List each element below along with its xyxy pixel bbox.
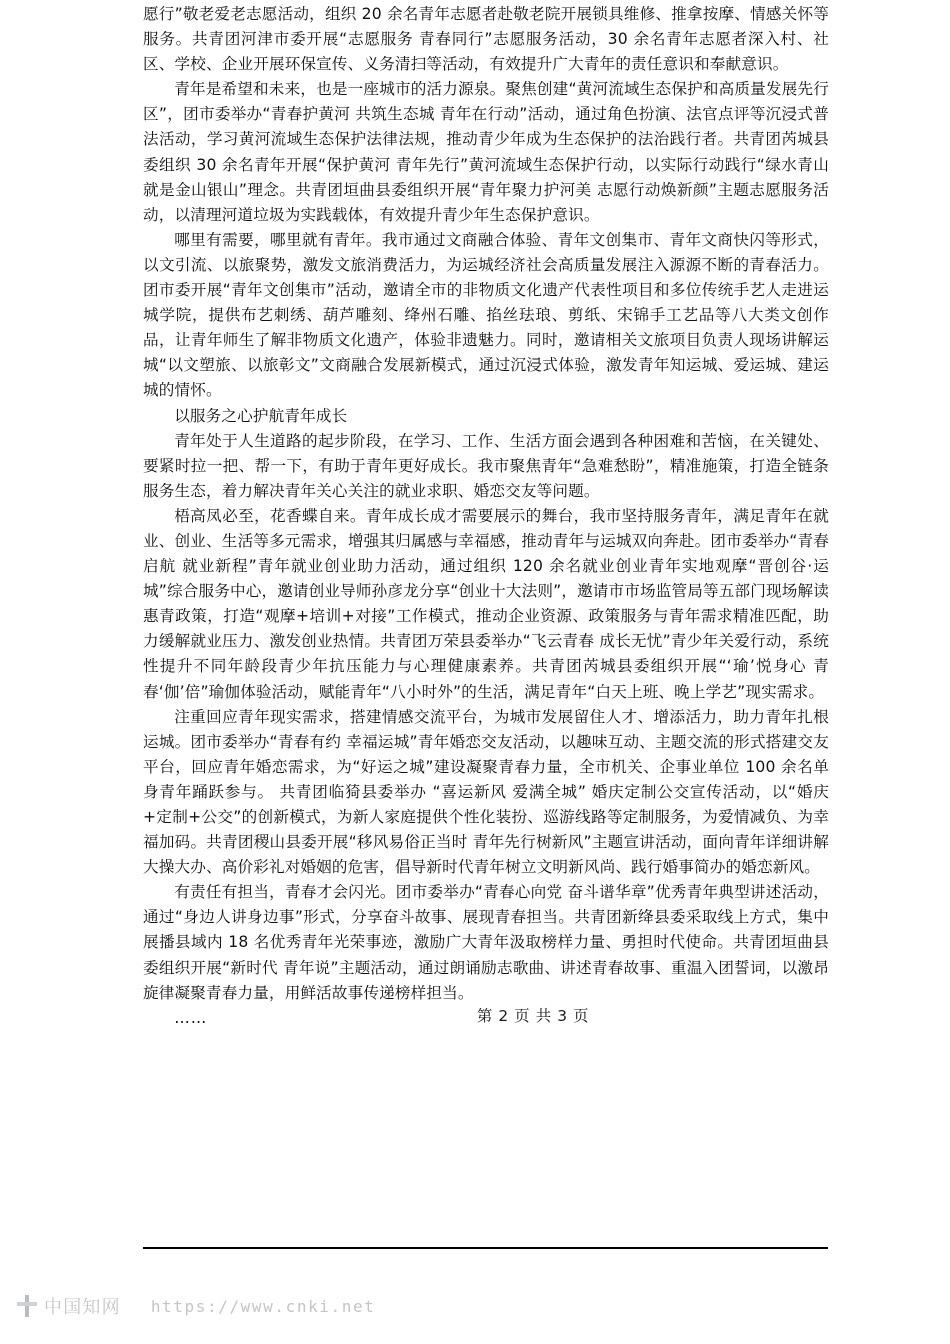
paragraph: 哪里有需要，哪里就有青年。我市通过文商融合体验、青年文创集市、青年文商快闪等形式，以文引流、以旅聚势，激发文旅消费活力，为运城经济社会高质量发展注入源源不断的青春活力。团市委开展“青年文创集市”活动，邀请全市的非物质文化遗产代表性项目和多位传统手艺人走进运城学院，提供布艺刺绣、葫芦雕刻、绛州石雕、掐丝珐琅、剪纸、宋锦手工艺品等八大类文创作品，让青年师生了解非物质文化遗产，体验非遗魅力。同时，邀请相关文旅项目负责人现场讲解运城“以文塑旅、以旅彰文”文商融合发展新模式，通过沉浸式体验，激发青年知运城、爱运城、建运城的情怀。 bbox=[143, 230, 829, 400]
cnki-logo bbox=[14, 1293, 121, 1319]
page-number bbox=[0, 1004, 950, 1026]
paragraph: 有责任有担当，青春才会闪光。团市委举办“青春心向党 奋斗谱华章”优秀青年典型讲述活动，通过“身边人讲身边事”形式，分享奋斗故事、展现青春担当。共青团新绛县委采取线上方式，集中展播县域内 18 名优秀青年光荣事迹，激励广大青年汲取榜样力量、勇担时代使命。共青团垣曲县委组织开展“新时代 青年说”主题活动，通过朗诵励志歌曲、讲述青春故事、重温入团誓词，以激昂旋律凝聚青春力量，用鲜活故事传递榜样担当。 bbox=[143, 883, 829, 1002]
paragraph-continued: 愿行”敬老爱老志愿活动，组织 20 余名青年志愿者赴敬老院开展锁具维修、推拿按摩、情感关怀等服务。共青团河津市委开展“志愿服务 青春同行”志愿服务活动，30 余名青年志愿者深入村、社区、学校、企业开展环保宣传、义务清扫等活动，有效提升广大青年的责任意识和奉献意识。 bbox=[143, 5, 829, 74]
cnki-cross-logo-icon bbox=[14, 1293, 40, 1319]
paragraph: 青年是希望和未来，也是一座城市的活力源泉。聚焦创建“黄河流域生态保护和高质量发展先行区”，团市委举办“青春护黄河 共筑生态城 青年在行动”活动，通过角色扮演、法官点评等沉浸式普法活动，学习黄河流域生态保护法律法规，推动青少年成为生态保护的法治践行者。共青团芮城县委组织 30 余名青年开展“保护黄河 青年先行”黄河流域生态保护行动，以实际行动践行“绿水青山就是金山银山”理念。共青团垣曲县委组织开展“青年聚力护河美 志愿行动焕新颜”主题志愿服务活动，以清理河道垃圾为实践载体，有效提升青少年生态保护意识。 bbox=[143, 80, 829, 224]
paragraph: 注重回应青年现实需求，搭建情感交流平台，为城市发展留住人才、增添活力，助力青年扎根运城。团市委举办“青春有约 幸福运城”青年婚恋交友活动，以趣味互动、主题交流的形式搭建交友平台，回应青年婚恋需求，为“好运之城”建设凝聚青春力量，全市机关、企事业单位 100 余名单身青年踊跃参与。 共青团临猗县委举办 “喜运新风 爱满全城” 婚庆定制公交宣传活动，以“婚庆+定制+公交”的创新模式，为新人家庭提供个性化装扮、巡游线路等定制服务，为爱情减负、为幸福加码。共青团稷山县委开展“移风易俗正当时 青年先行树新风”主题宣讲活动，面向青年详细讲解大操大办、高价彩礼对婚姻的危害，倡导新时代青年树立文明新风尚、践行婚事简办的婚恋新风。 bbox=[143, 707, 829, 877]
section-heading: 以服务之心护航青年成长 bbox=[174, 406, 348, 425]
paragraph-ellipsis: …… bbox=[174, 1008, 208, 1027]
footer bbox=[0, 1283, 950, 1329]
document-body bbox=[143, 2, 829, 1031]
paragraph: 梧高凤必至，花香蝶自来。青年成长成才需要展示的舞台，我市坚持服务青年，满足青年在就业、创业、生活等多元需求，增强其归属感与幸福感，推动青年与运城双向奔赴。团市委举办“青春启航 就业新程”青年就业创业助力活动，通过组织 120 余名就业创业青年实地观摩“晋创谷·运城”综合服务中心，邀请创业导师孙彦龙分享“创业十大法则”，邀请市市场监管局等五部门现场解读惠青政策，打造“观摩+培训+对接”工作模式，推动企业资源、政策服务与青年需求精准匹配，助力缓解就业压力、激发创业热情。共青团万荣县委举办“飞云青春 成长无忧”青少年关爱行动，系统性提升不同年龄段青少年抗压能力与心理健康素养。共青团芮城县委组织开展“‘瑜’悦身心 青春‘伽’倍”瑜伽体验活动，赋能青年“八小时外”的生活，满足青年“白天上班、晚上学艺”现实需求。 bbox=[143, 506, 829, 701]
paragraph: 青年处于人生道路的起步阶段，在学习、工作、生活方面会遇到各种困难和苦恼，在关键处、要紧时拉一把、帮一下，有助于青年更好成长。我市聚焦青年“急难愁盼”，精准施策，打造全链条服务生态，着力解决青年关心关注的就业求职、婚恋交友等问题。 bbox=[143, 431, 829, 500]
cnki-logo-text: 中国知网 bbox=[44, 1297, 121, 1318]
page-number-label: 第 2 页 共 3 页 bbox=[476, 1007, 590, 1025]
cnki-url[interactable]: https://www.cnki.net bbox=[150, 1296, 376, 1316]
footer-divider bbox=[143, 1247, 828, 1249]
